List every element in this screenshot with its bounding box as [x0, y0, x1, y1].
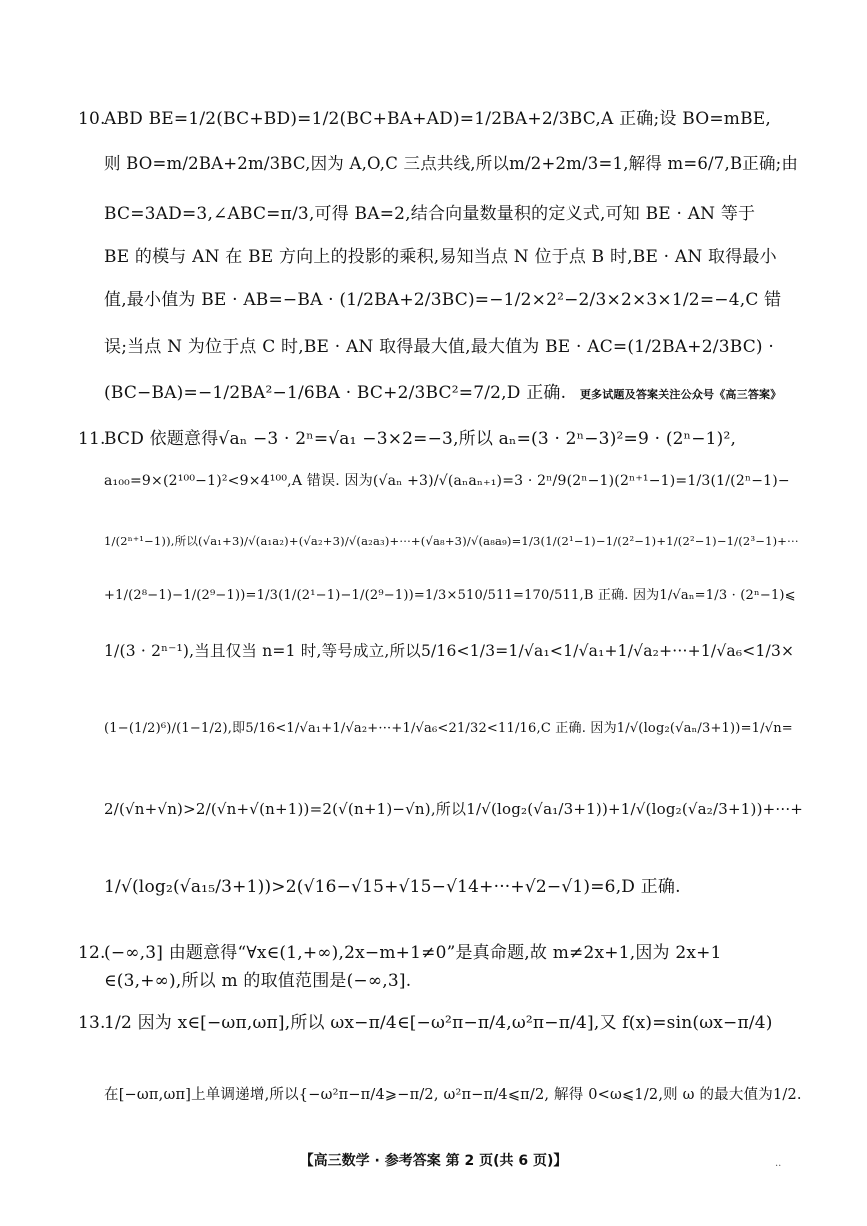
solution-line: 在[−ωπ,ωπ]上单调递增,所以{−ω²π−π/4⩾−π/2, ω²π−π/4⩽π/2, 解得 0<ω⩽1/2,则 ω 的最大值为1/2. [104, 1087, 802, 1103]
solution-line: 1/2 因为 x∈[−ωπ,ωπ],所以 ωx−π/4∈[−ω²π−π/4,ω²π−π/4],又 f(x)=sin(ωx−π/4) [104, 1013, 773, 1033]
solution-line: 1/(3 · 2ⁿ⁻¹),当且仅当 n=1 时,等号成立,所以5/16<1/3=1/√a₁<1/√a₁+1/√a₂+···+1/√a₆<1/3× [104, 642, 795, 660]
solution-line: (1−(1/2)⁶)/(1−1/2),即5/16<1/√a₁+1/√a₂+···+1/√a₆<21/32<11/16,C 正确. 因为1/√(log₂(√aₙ/3+1))=1/√n= [104, 721, 793, 736]
solution-line: 1/(2ⁿ⁺¹−1)),所以(√a₁+3)/√(a₁a₂)+(√a₂+3)/√(a₂a₃)+···+(√a₈+3)/√(a₈a₉)=1/3(1/(2¹−1)−1/(2²−1)+1/(2²−1)−1/(2³−1)+··· [104, 534, 799, 548]
solution-line: BE 的模与 AN 在 BE 方向上的投影的乘积,易知当点 N 位于点 B 时,BE · AN 取得最小 [104, 247, 777, 267]
solution-line: 值,最小值为 BE · AB=−BA · (1/2BA+2/3BC)=−1/2×2²−2/3×2×3×1/2=−4,C 错 [104, 290, 782, 310]
problem-number: 13. [78, 1013, 106, 1033]
solution-line: +1/(2⁸−1)−1/(2⁹−1))=1/3(1/(2¹−1)−1/(2⁹−1))=1/3×510/511=170/511,B 正确. 因为1/√aₙ=1/3 · (2ⁿ−1)⩽ [104, 588, 796, 603]
promo-note: 更多试题及答案关注公众号《高三答案》 [579, 388, 782, 401]
problem-number: 12. [78, 943, 106, 963]
problem-number: 11. [78, 429, 106, 449]
solution-line: (−∞,3] 由题意得“∀x∈(1,+∞),2x−m+1≠0”是真命题,故 m≠2x+1,因为 2x+1 [104, 943, 722, 963]
page-footer: 【高三数学 · 参考答案 第 2 页(共 6 页)】 [299, 1153, 568, 1169]
solution-line: ABD BE=1/2(BC+BD)=1/2(BC+BA+AD)=1/2BA+2/3BC,A 正确;设 BO=mBE, [104, 109, 772, 129]
solution-line: BCD 依题意得√aₙ −3 · 2ⁿ=√a₁ −3×2=−3,所以 aₙ=(3 · 2ⁿ−3)²=9 · (2ⁿ−1)², [104, 429, 737, 449]
solution-line: BC=3AD=3,∠ABC=π/3,可得 BA=2,结合向量数量积的定义式,可知 BE · AN 等于 [104, 204, 756, 224]
corner-mark: .. [775, 1158, 782, 1169]
solution-line: 1/√(log₂(√a₁₅/3+1))>2(√16−√15+√15−√14+···+√2−√1)=6,D 正确. [104, 877, 681, 897]
problem-number: 10. [78, 109, 106, 129]
solution-line: 2/(√n+√n)>2/(√n+√(n+1))=2(√(n+1)−√n),所以1/√(log₂(√a₁/3+1))+1/√(log₂(√a₂/3+1))+···+ [104, 800, 804, 818]
solution-line: (BC−BA)=−1/2BA²−1/6BA · BC+2/3BC²=7/2,D 正确. [104, 383, 567, 403]
solution-line: a₁₀₀=9×(2¹⁰⁰−1)²<9×4¹⁰⁰,A 错误. 因为(√aₙ +3)/√(aₙaₙ₊₁)=3 · 2ⁿ/9(2ⁿ−1)(2ⁿ⁺¹−1)=1/3(1/(2ⁿ−1)− [104, 473, 790, 489]
solution-line: ∈(3,+∞),所以 m 的取值范围是(−∞,3]. [104, 971, 412, 991]
solution-line: 则 BO=m/2BA+2m/3BC,因为 A,O,C 三点共线,所以m/2+2m/3=1,解得 m=6/7,B正确;由 [104, 154, 799, 173]
solution-line: 误;当点 N 为位于点 C 时,BE · AN 取得最大值,最大值为 BE · AC=(1/2BA+2/3BC) · [104, 337, 774, 357]
